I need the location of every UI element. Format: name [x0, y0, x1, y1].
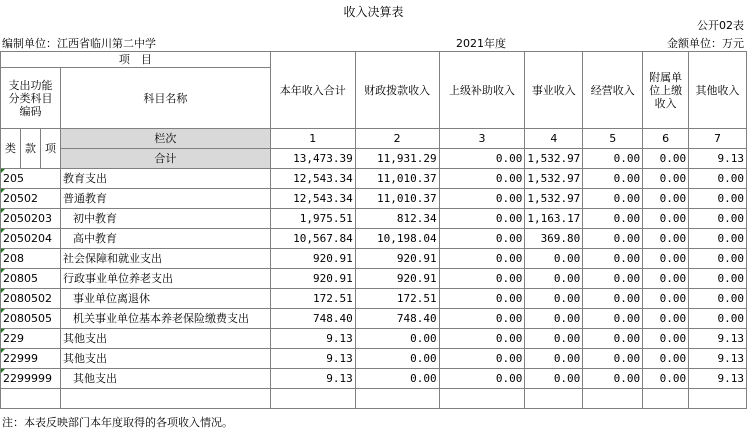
- total-cell: 0.00: [583, 149, 643, 169]
- row-code: 2050204: [1, 229, 61, 249]
- row-name: 行政事业单位养老支出: [60, 269, 270, 289]
- row-value: 0.00: [439, 349, 525, 369]
- row-value: 0.00: [355, 349, 439, 369]
- row-value: 0.00: [643, 189, 689, 209]
- row-value: 0.00: [583, 249, 643, 269]
- row-value: 0.00: [439, 249, 525, 269]
- row-value: 9.13: [689, 369, 747, 389]
- row-value: 0.00: [643, 309, 689, 329]
- row-value: 1,532.97: [525, 189, 583, 209]
- row-value: 9.13: [270, 369, 355, 389]
- row-value: 0.00: [583, 169, 643, 189]
- header-xiang: 项: [40, 129, 60, 169]
- row-value: 0.00: [643, 289, 689, 309]
- blank-row: [1, 389, 747, 409]
- col-number: 1: [270, 129, 355, 149]
- row-code: 2080502: [1, 289, 61, 309]
- col-number: 5: [583, 129, 643, 149]
- table-row: [1, 269, 747, 289]
- total-cell: 11,931.29: [355, 149, 439, 169]
- row-value: 0.00: [689, 289, 747, 309]
- col-header-superior-subsidy: 上级补助收入: [439, 52, 525, 129]
- row-value: 0.00: [439, 229, 525, 249]
- table-row: [1, 369, 747, 389]
- col-header-other-income: 其他收入: [689, 52, 747, 129]
- row-value: 0.00: [583, 189, 643, 209]
- row-value: 748.40: [270, 309, 355, 329]
- col-number: 7: [689, 129, 747, 149]
- row-value: 0.00: [689, 189, 747, 209]
- row-value: 0.00: [525, 249, 583, 269]
- row-value: 0.00: [583, 289, 643, 309]
- row-value: 0.00: [355, 369, 439, 389]
- row-code: 229: [1, 329, 61, 349]
- col-number: 6: [643, 129, 689, 149]
- row-value: 920.91: [270, 249, 355, 269]
- row-value: 0.00: [439, 189, 525, 209]
- row-value: 0.00: [525, 349, 583, 369]
- row-value: 0.00: [689, 169, 747, 189]
- row-value: 369.80: [525, 229, 583, 249]
- cell-marker-icon: [1, 209, 5, 213]
- cell-marker-icon: [1, 249, 5, 253]
- row-name: 机关事业单位基本养老保险缴费支出: [60, 309, 270, 329]
- cell-marker-icon: [1, 329, 5, 333]
- cell-marker-icon: [1, 289, 5, 293]
- row-value: 0.00: [439, 209, 525, 229]
- row-value: 0.00: [583, 349, 643, 369]
- row-code: 22999: [1, 349, 61, 369]
- row-name: 高中教育: [60, 229, 270, 249]
- row-value: 9.13: [689, 349, 747, 369]
- total-cell: 13,473.39: [270, 149, 355, 169]
- table-row: [1, 309, 747, 329]
- row-value: 0.00: [583, 269, 643, 289]
- footnote: 注：本表反映部门本年度取得的各项收入情况。: [2, 416, 233, 429]
- row-value: 11,010.37: [355, 189, 439, 209]
- row-code: 2080505: [1, 309, 61, 329]
- header-lanci: 栏次: [60, 129, 270, 149]
- row-value: 9.13: [270, 329, 355, 349]
- income-table: [0, 51, 747, 409]
- header-code-label: 支出功能分类科目编码: [1, 68, 61, 129]
- row-value: 0.00: [689, 309, 747, 329]
- row-value: 9.13: [689, 329, 747, 349]
- row-value: 0.00: [643, 209, 689, 229]
- row-value: 0.00: [643, 329, 689, 349]
- row-value: 10,198.04: [355, 229, 439, 249]
- table-row: [1, 169, 747, 189]
- row-code: 20805: [1, 269, 61, 289]
- cell-marker-icon: [1, 349, 5, 353]
- row-value: 0.00: [525, 329, 583, 349]
- header-row-lanci: [1, 129, 747, 149]
- row-value: 1,975.51: [270, 209, 355, 229]
- cell-marker-icon: [1, 169, 5, 173]
- row-value: 0.00: [439, 289, 525, 309]
- row-name: 事业单位离退休: [60, 289, 270, 309]
- row-value: 0.00: [643, 249, 689, 269]
- row-name: 其他支出: [60, 369, 270, 389]
- row-value: 172.51: [270, 289, 355, 309]
- row-name: 其他支出: [60, 349, 270, 369]
- col-header-operating-income: 经营收入: [583, 52, 643, 129]
- col-number: 3: [439, 129, 525, 149]
- row-name: 普通教育: [60, 189, 270, 209]
- row-value: 12,543.34: [270, 189, 355, 209]
- row-value: 0.00: [583, 209, 643, 229]
- header-kuan: 款: [20, 129, 40, 169]
- col-header-affiliate-income: 附属单位上缴收入: [643, 52, 689, 129]
- total-cell: 0.00: [439, 149, 525, 169]
- cell-marker-icon: [1, 309, 5, 313]
- table-row: [1, 209, 747, 229]
- row-code: 2050203: [1, 209, 61, 229]
- row-value: 1,532.97: [525, 169, 583, 189]
- row-value: 920.91: [270, 269, 355, 289]
- col-number: 2: [355, 129, 439, 149]
- row-code: 208: [1, 249, 61, 269]
- row-value: 9.13: [270, 349, 355, 369]
- row-value: 10,567.84: [270, 229, 355, 249]
- form-number: 公开02表: [697, 19, 744, 32]
- row-value: 0.00: [689, 229, 747, 249]
- row-value: 920.91: [355, 249, 439, 269]
- table-row: [1, 189, 747, 209]
- row-value: 0.00: [689, 249, 747, 269]
- col-header-business-income: 事业收入: [525, 52, 583, 129]
- row-value: 0.00: [439, 329, 525, 349]
- row-value: 0.00: [439, 309, 525, 329]
- row-value: 1,163.17: [525, 209, 583, 229]
- row-code: 2299999: [1, 369, 61, 389]
- row-value: 920.91: [355, 269, 439, 289]
- row-value: 0.00: [583, 369, 643, 389]
- row-value: 0.00: [439, 269, 525, 289]
- table-row: [1, 329, 747, 349]
- row-value: 0.00: [583, 309, 643, 329]
- row-value: 0.00: [525, 269, 583, 289]
- row-value: 172.51: [355, 289, 439, 309]
- row-value: 0.00: [643, 369, 689, 389]
- row-value: 0.00: [583, 329, 643, 349]
- row-value: 12,543.34: [270, 169, 355, 189]
- header-row-1: [1, 52, 747, 68]
- amount-unit: 金额单位：万元: [667, 37, 744, 50]
- fiscal-year: 2021年度: [456, 37, 506, 50]
- table-row: [1, 229, 747, 249]
- row-value: 812.34: [355, 209, 439, 229]
- row-value: 0.00: [525, 309, 583, 329]
- row-value: 0.00: [355, 329, 439, 349]
- row-name: 初中教育: [60, 209, 270, 229]
- row-code: 20502: [1, 189, 61, 209]
- row-value: 0.00: [643, 349, 689, 369]
- row-value: 0.00: [689, 209, 747, 229]
- report-title: 收入决算表: [343, 5, 404, 19]
- row-name: 社会保障和就业支出: [60, 249, 270, 269]
- col-header-fiscal-appropriation: 财政拨款收入: [355, 52, 439, 129]
- row-value: 0.00: [689, 269, 747, 289]
- col-number: 4: [525, 129, 583, 149]
- row-value: 0.00: [525, 289, 583, 309]
- row-value: 11,010.37: [355, 169, 439, 189]
- row-value: 0.00: [439, 369, 525, 389]
- header-xiangmu: 项 目: [1, 52, 271, 68]
- row-value: 0.00: [525, 369, 583, 389]
- total-cell: 9.13: [689, 149, 747, 169]
- row-value: 0.00: [643, 269, 689, 289]
- header-lei: 类: [1, 129, 21, 169]
- reporting-unit: 编制单位：江西省临川第二中学: [2, 37, 156, 50]
- row-value: 0.00: [439, 169, 525, 189]
- cell-marker-icon: [1, 369, 5, 373]
- total-row: [1, 149, 747, 169]
- table-row: [1, 249, 747, 269]
- col-header-total-income: 本年收入合计: [270, 52, 355, 129]
- row-name: 其他支出: [60, 329, 270, 349]
- cell-marker-icon: [1, 189, 5, 193]
- cell-marker-icon: [1, 269, 5, 273]
- row-value: 0.00: [643, 169, 689, 189]
- row-value: 748.40: [355, 309, 439, 329]
- total-label: 合计: [60, 149, 270, 169]
- total-cell: 0.00: [643, 149, 689, 169]
- row-value: 0.00: [643, 229, 689, 249]
- total-cell: 1,532.97: [525, 149, 583, 169]
- cell-marker-icon: [1, 229, 5, 233]
- table-row: [1, 349, 747, 369]
- header-name-label: 科目名称: [60, 68, 270, 129]
- table-row: [1, 289, 747, 309]
- row-name: 教育支出: [60, 169, 270, 189]
- row-code: 205: [1, 169, 61, 189]
- row-value: 0.00: [583, 229, 643, 249]
